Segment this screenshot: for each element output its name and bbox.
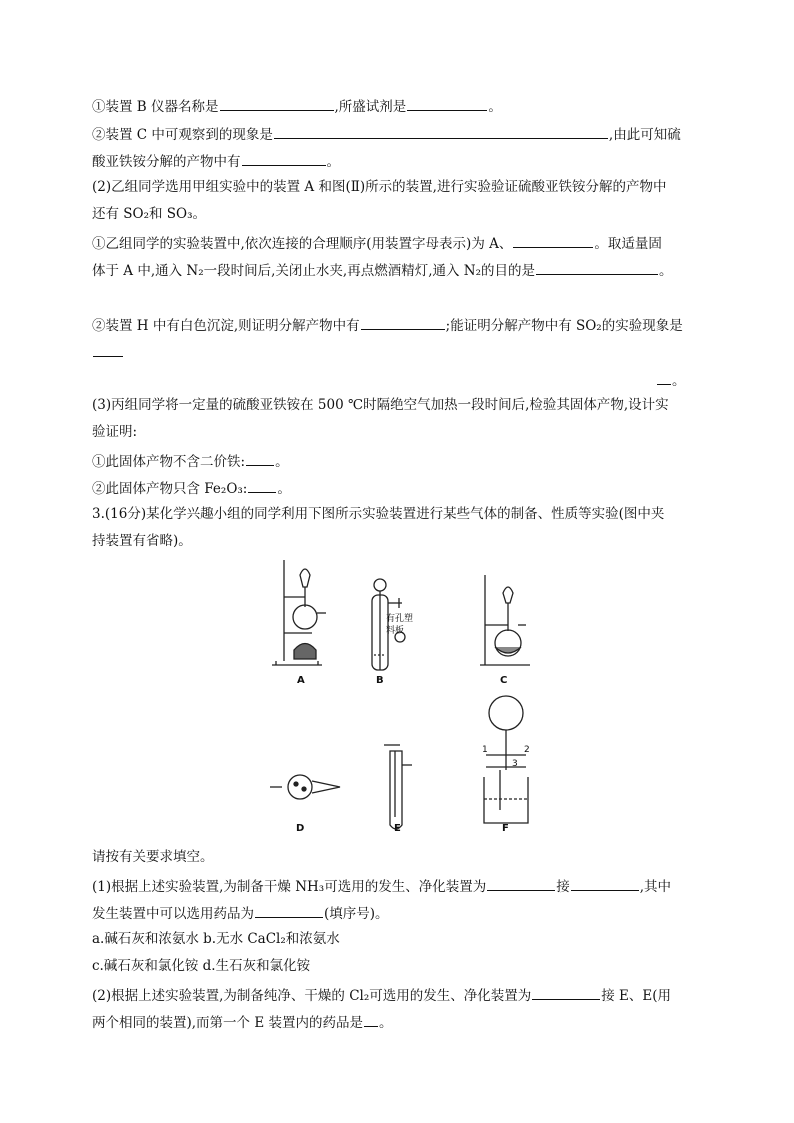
label-b: B — [376, 675, 384, 686]
q2-line-12: ①此固体产物不含二价铁: 。 — [92, 451, 712, 471]
answer-blank[interactable] — [242, 151, 326, 166]
q3-part2-line1: (2)根据上述实验装置,为制备纯净、干燥的 Cl₂可选用的发生、净化装置为 接 E、E(用 — [92, 985, 712, 1005]
q3-line-2: 持装置有省略)。 — [92, 533, 192, 549]
b-note-2: 料板 — [386, 626, 405, 636]
answer-blank[interactable] — [248, 478, 276, 493]
answer-blank[interactable] — [274, 124, 608, 139]
apparatus-drawing — [260, 555, 560, 840]
q3-option-ab: a.碱石灰和浓氨水 b.无水 CaCl₂和浓氨水 — [92, 931, 340, 947]
q2-line-7: 体于 A 中,通入 N₂一段时间后,关闭止水夹,再点燃酒精灯,通入 N₂的目的是 。 — [92, 260, 712, 280]
apparatus-e — [384, 745, 412, 829]
answer-blank[interactable] — [536, 260, 658, 275]
q2-line-3: 酸亚铁铵分解的产物中有 。 — [92, 151, 712, 171]
answer-blank[interactable] — [657, 370, 671, 385]
q2-line-9: 。 — [656, 370, 716, 390]
answer-blank[interactable] — [571, 876, 639, 891]
q2-line-4: (2)乙组同学选用甲组实验中的装置 A 和图(Ⅱ)所示的装置,进行实验验证硫酸亚铁铵分解的产物中 — [92, 179, 667, 195]
f-label-3: 3 — [512, 759, 518, 769]
label-c: C — [500, 675, 508, 686]
b-note-1: 有孔塑 — [386, 614, 414, 624]
answer-blank[interactable] — [220, 96, 334, 111]
label-f: F — [502, 823, 509, 834]
q3-prompt: 请按有关要求填空。 — [92, 849, 214, 865]
answer-blank[interactable] — [255, 903, 323, 918]
answer-blank[interactable] — [532, 985, 600, 1000]
q2-line-1: ①装置 B 仪器名称是 ,所盛试剂是 。 — [92, 96, 712, 116]
q2-line-6: ①乙组同学的实验装置中,依次连接的合理顺序(用装置字母表示)为 A、 。取适量固 — [92, 233, 712, 253]
q3-part1-line2: 发生装置中可以选用药品为 (填序号)。 — [92, 903, 712, 923]
label-d: D — [296, 823, 305, 834]
answer-blank[interactable] — [513, 233, 593, 248]
q3-part1-line1: (1)根据上述实验装置,为制备干燥 NH₃可选用的发生、净化装置为 接 ,其中 — [92, 876, 712, 896]
apparatus-figure — [260, 555, 560, 840]
q2-line-10: (3)丙组同学将一定量的硫酸亚铁铵在 500 ℃时隔绝空气加热一段时间后,检验其固体产物,设计实 — [92, 397, 669, 413]
answer-blank[interactable] — [364, 1012, 378, 1027]
f-label-1: 1 — [482, 745, 488, 755]
answer-blank[interactable] — [93, 342, 123, 357]
label-e: E — [394, 823, 401, 834]
apparatus-a — [272, 560, 326, 665]
answer-blank[interactable] — [407, 96, 487, 111]
label-a: A — [297, 675, 305, 686]
q3-option-cd: c.碱石灰和氯化铵 d.生石灰和氯化铵 — [92, 958, 311, 974]
q3-part2-line2: 两个相同的装置),而第一个 E 装置内的药品是 。 — [92, 1012, 712, 1032]
q2-line-11: 验证明: — [92, 424, 138, 440]
answer-blank[interactable] — [487, 876, 555, 891]
q2-line-8b — [92, 342, 712, 362]
apparatus-c — [480, 575, 530, 665]
q2-line-2: ②装置 C 中可观察到的现象是 ,由此可知硫 — [92, 124, 712, 144]
q2-line-13: ②此固体产物只含 Fe₂O₃: 。 — [92, 478, 712, 498]
q2-line-5: 还有 SO₂和 SO₃。 — [92, 206, 207, 222]
answer-blank[interactable] — [246, 451, 274, 466]
apparatus-d — [270, 775, 340, 799]
answer-blank[interactable] — [361, 315, 445, 330]
f-label-2: 2 — [524, 745, 530, 755]
q2-line-8: ②装置 H 中有白色沉淀,则证明分解产物中有 ;能证明分解产物中有 SO₂的实验现象是 — [92, 315, 712, 335]
apparatus-f — [484, 696, 528, 823]
q3-line-1: 3.(16分)某化学兴趣小组的同学利用下图所示实验装置进行某些气体的制备、性质等实验(图中夹 — [92, 506, 665, 522]
